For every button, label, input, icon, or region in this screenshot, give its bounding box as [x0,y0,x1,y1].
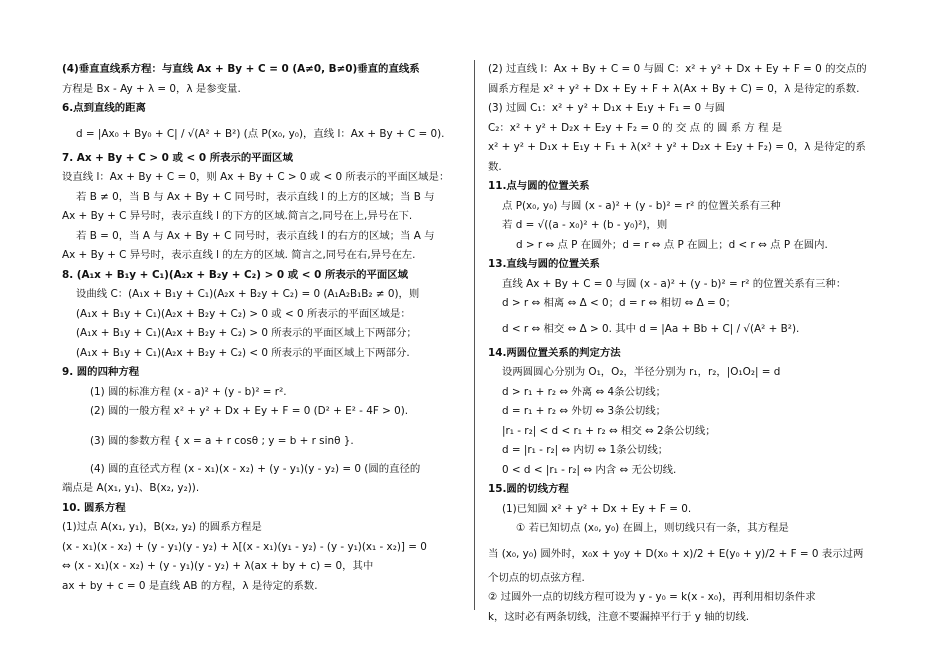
left-line: 设直线 l：Ax + By + C = 0，则 Ax + By + C > 0 或 < 0 所表示的平面区域是： [62,171,450,183]
right-line: 点 P(x₀, y₀) 与圆 (x - a)² + (y - b)² = r² 的位置关系有三种 [502,199,781,212]
left-line: d = |Ax₀ + By₀ + C| / √(A² + B²) (点 P(x₀, y₀)，直线 l：Ax + By + C = 0). [76,127,445,140]
right-line: C₂：x² + y² + D₂x + E₂y + F₂ = 0 的 交 点 的 圆 系 方 程 是 [488,121,783,134]
column-divider [474,60,475,610]
left-line: (4)垂直直线系方程：与直线 Ax + By + C = 0 (A≠0, B≠0)垂直的直线系 [62,63,420,75]
left-line: (A₁x + B₁y + C₁)(A₂x + B₂y + C₂) > 0 或 < 0 所表示的平面区域是： [76,307,411,320]
right-line: k，这时必有两条切线，注意不要漏掉平行于 y 轴的切线. [488,610,750,623]
left-line: 7. Ax + By + C > 0 或 < 0 所表示的平面区域 [62,151,293,164]
right-line: 数. [488,160,502,173]
right-line: |r₁ - r₂| < d < r₁ + r₂ ⇔ 相交 ⇔ 2条公切线； [502,424,716,437]
right-column [488,60,888,627]
left-line: 设曲线 C：(A₁x + B₁y + C₁)(A₂x + B₂y + C₂) = 0 (A₁A₂B₁B₂ ≠ 0)，则 [76,288,420,300]
right-line: 15.圆的切线方程 [488,483,569,495]
left-line: (3) 圆的参数方程 { x = a + r cosθ ; y = b + r sinθ }. [90,434,354,447]
right-line: 个切点的切点弦方程. [488,571,585,584]
right-line: (2) 过直线 l：Ax + By + C = 0 与圆 C：x² + y² + Dx + Ey + F = 0 的交点的 [488,63,867,75]
left-line: 若 B = 0，当 A 与 Ax + By + C 同号时，表示直线 l 的右方的区域；当 A 与 [76,229,435,242]
left-line: (A₁x + B₁y + C₁)(A₂x + B₂y + C₂) > 0 所表示的平面区域上下两部分； [76,327,417,339]
left-line: 10. 圆系方程 [62,501,126,514]
left-line: 9. 圆的四种方程 [62,366,140,378]
left-line: (x - x₁)(x - x₂) + (y - y₁)(y - y₂) + λ[(x - x₁)(y₁ - y₂) - (y - y₁)(x₁ - x₂)] = 0 [62,540,427,553]
left-line: 若 B ≠ 0，当 B 与 Ax + By + C 同号时，表示直线 l 的上方的区域；当 B 与 [76,190,435,203]
right-line: 直线 Ax + By + C = 0 与圆 (x - a)² + (y - b)² = r² 的位置关系有三种： [502,277,847,290]
right-line: x² + y² + D₁x + E₁y + F₁ + λ(x² + y² + D₂x + E₂y + F₂) = 0，λ 是待定的系 [488,141,866,153]
left-line: (4) 圆的直径式方程 (x - x₁)(x - x₂) + (y - y₁)(y - y₂) = 0 (圆的直径的 [90,462,421,475]
left-line: Ax + By + C 异号时，表示直线 l 的下方的区域.简言之,同号在上,异号在下. [62,210,413,222]
right-line: d > r ⇔ 点 P 在圆外；d = r ⇔ 点 P 在圆上；d < r ⇔ 点 P 在圆内. [516,238,828,251]
right-line: 11.点与圆的位置关系 [488,180,590,192]
right-line: d > r ⇔ 相离 ⇔ Δ < 0；d = r ⇔ 相切 ⇔ Δ = 0； [502,297,737,309]
left-line: (A₁x + B₁y + C₁)(A₂x + B₂y + C₂) < 0 所表示的平面区域上下两部分. [76,346,410,359]
left-line: 8. (A₁x + B₁y + C₁)(A₂x + B₂y + C₂) > 0 或 < 0 所表示的平面区域 [62,268,409,281]
right-line: ① 若已知切点 (x₀, y₀) 在圆上，则切线只有一条，其方程是 [516,522,789,534]
right-line: 若 d = √((a - x₀)² + (b - y₀)²)，则 [502,219,668,231]
right-line: 设两圆圆心分别为 O₁，O₂，半径分别为 r₁，r₂，|O₁O₂| = d [502,366,781,378]
right-line: ② 过圆外一点的切线方程可设为 y - y₀ = k(x - x₀)，再利用相切条件求 [488,591,816,603]
right-line: d = |r₁ - r₂| ⇔ 内切 ⇔ 1条公切线； [502,444,669,456]
left-line: 端点是 A(x₁, y₁)、B(x₂, y₂)). [62,482,200,494]
left-line: (1)过点 A(x₁, y₁)，B(x₂, y₂) 的圆系方程是 [62,521,262,533]
left-line: 6.点到直线的距离 [62,102,146,114]
right-line: 0 < d < |r₁ - r₂| ⇔ 内含 ⇔ 无公切线. [502,463,677,476]
left-line: (1) 圆的标准方程 (x - a)² + (y - b)² = r². [90,385,287,398]
right-line: d < r ⇔ 相交 ⇔ Δ > 0. 其中 d = |Aa + Bb + C| / √(A² + B²). [502,322,800,335]
right-line: 圆系方程是 x² + y² + Dx + Ey + F + λ(Ax + By + C) = 0，λ 是待定的系数. [488,82,860,95]
right-line: 13.直线与圆的位置关系 [488,258,600,270]
left-line: ax + by + c = 0 是直线 AB 的方程，λ 是待定的系数. [62,579,318,592]
right-line: 当 (x₀, y₀) 圆外时，x₀x + y₀y + D(x₀ + x)/2 + E(y₀ + y)/2 + F = 0 表示过两 [488,547,864,560]
right-line: (1)已知圆 x² + y² + Dx + Ey + F = 0. [502,502,692,515]
right-line: 14.两圆位置关系的判定方法 [488,346,621,359]
right-line: d = r₁ + r₂ ⇔ 外切 ⇔ 3条公切线； [502,405,667,417]
right-line: (3) 过圆 C₁：x² + y² + D₁x + E₁y + F₁ = 0 与圆 [488,102,726,114]
left-line: 方程是 Bx - Ay + λ = 0，λ 是参变量. [62,82,241,95]
left-line: Ax + By + C 异号时，表示直线 l 的左方的区域. 简言之,同号在右,异号在左. [62,249,416,261]
left-line: ⇔ (x - x₁)(x - x₂) + (y - y₁)(y - y₂) + λ(ax + by + c) = 0，其中 [62,560,374,572]
left-column [62,60,462,596]
right-line: d > r₁ + r₂ ⇔ 外离 ⇔ 4条公切线； [502,385,667,398]
left-line: (2) 圆的一般方程 x² + y² + Dx + Ey + F = 0 (D² + E² - 4F > 0). [90,405,409,417]
